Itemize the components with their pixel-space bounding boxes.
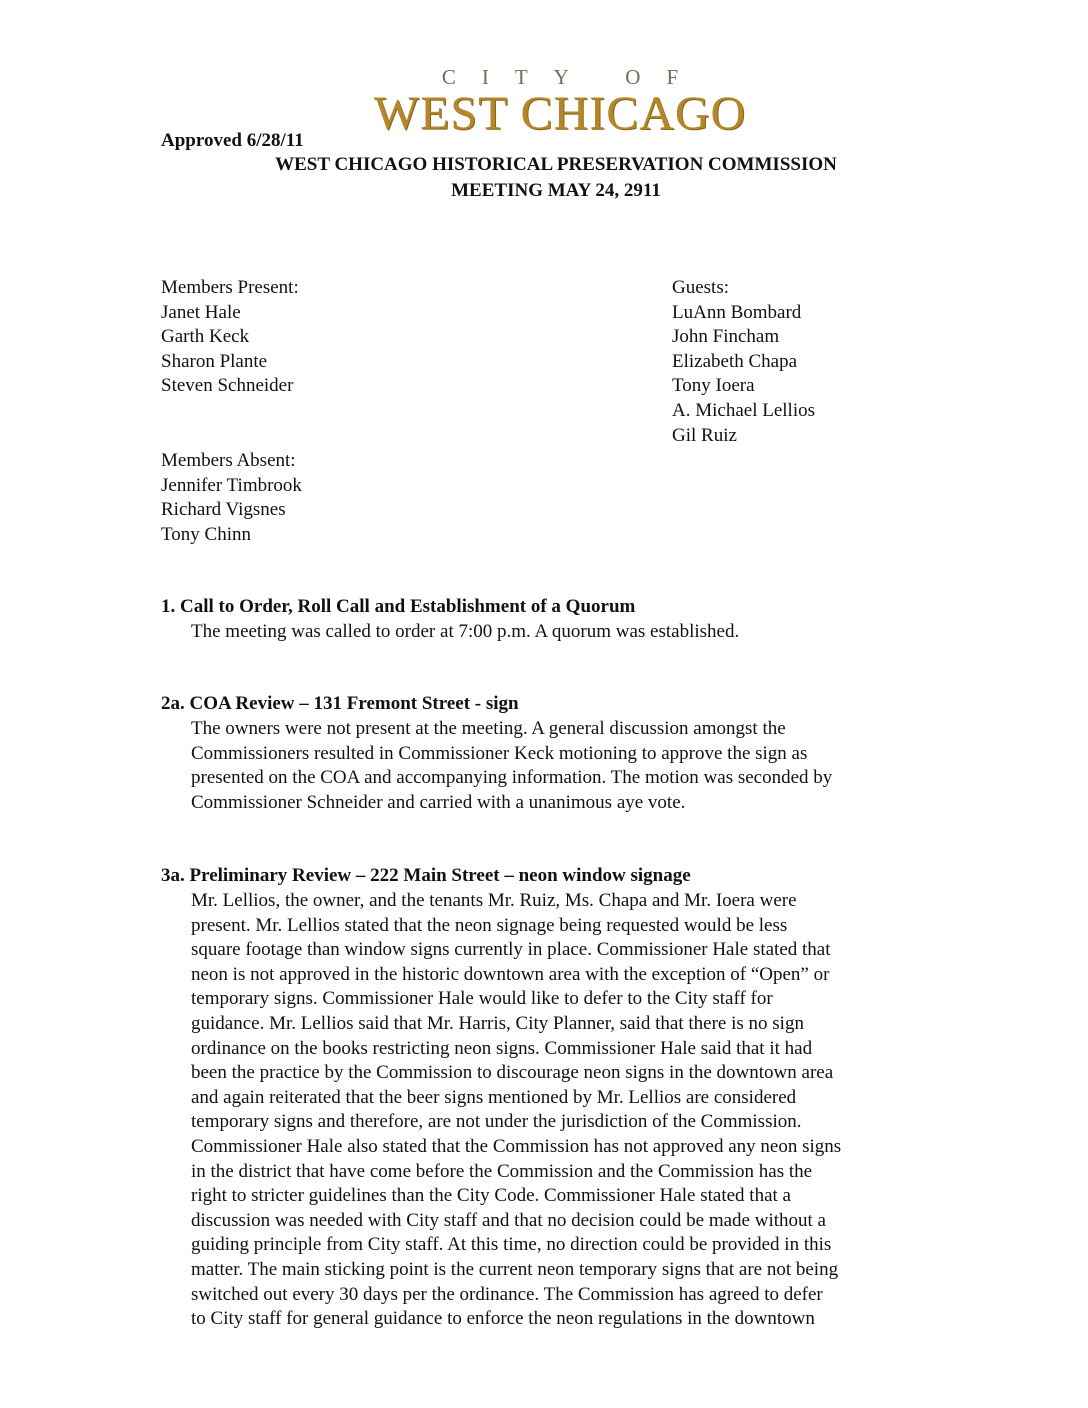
- body-line: The owners were not present at the meeting. A general discussion amongst the: [191, 718, 786, 739]
- member-name: Garth Keck: [161, 326, 250, 348]
- body-line: Mr. Lellios, the owner, and the tenants Mr. Ruiz, Ms. Chapa and Mr. Ioera were: [191, 890, 797, 911]
- members-present-list: [161, 276, 299, 399]
- section-2a-body: [191, 717, 936, 815]
- guest-name: John Fincham: [672, 326, 780, 348]
- body-line: guiding principle from City staff. At this time, no direction could be provided in this: [191, 1234, 832, 1256]
- guest-name: Gil Ruiz: [672, 424, 737, 446]
- member-name: Steven Schneider: [161, 375, 294, 397]
- body-line: Commissioner Schneider and carried with a unanimous aye vote.: [191, 791, 686, 813]
- body-line: right to stricter guidelines than the City Code. Commissioner Hale stated that a: [191, 1185, 791, 1207]
- meeting-date: MEETING MAY 24, 2911: [451, 180, 661, 201]
- section-2a-title: 2a. COA Review – 131 Fremont Street - sign: [161, 693, 519, 714]
- body-line: and again reiterated that the beer signs mentioned by Mr. Lellios are considered: [191, 1086, 797, 1108]
- guest-name: Tony Ioera: [672, 375, 755, 397]
- approved-date: Approved 6/28/11: [161, 130, 304, 151]
- body-line: been the practice by the Commission to discourage neon signs in the downtown area: [191, 1062, 834, 1084]
- absent-member-name: Jennifer Timbrook: [161, 474, 302, 496]
- body-line: presented on the COA and accompanying information. The motion was seconded by: [191, 767, 833, 789]
- body-line: switched out every 30 days per the ordinance. The Commission has agreed to defer: [191, 1283, 823, 1305]
- body-line: discussion was needed with City staff and that no decision could be made without a: [191, 1209, 826, 1231]
- body-line: matter. The main sticking point is the current neon temporary signs that are not being: [191, 1258, 839, 1280]
- members-absent-label: Members Absent:: [161, 450, 296, 471]
- member-name: Sharon Plante: [161, 350, 268, 372]
- body-line: in the district that have come before the Commission and the Commission has the: [191, 1160, 813, 1182]
- body-line: guidance. Mr. Lellios said that Mr. Harris, City Planner, said that there is no sign: [191, 1012, 804, 1034]
- body-line: Commissioner Hale also stated that the Commission has not approved any neon signs: [191, 1135, 842, 1157]
- body-line: ordinance on the books restricting neon signs. Commissioner Hale said that it had: [191, 1037, 813, 1059]
- body-line: Commissioners resulted in Commissioner Keck motioning to approve the sign as: [191, 742, 808, 764]
- section-3a-body: [191, 889, 936, 1332]
- guests-list: [672, 276, 815, 448]
- guest-name: A. Michael Lellios: [672, 399, 815, 421]
- section-1-body: [191, 620, 936, 645]
- absent-member-name: Richard Vigsnes: [161, 499, 286, 521]
- members-absent-list: [161, 449, 302, 547]
- body-line: temporary signs. Commissioner Hale would like to defer to the City staff for: [191, 988, 773, 1010]
- guests-label: Guests:: [672, 277, 729, 298]
- logo-city-of: CITY OF: [441, 65, 705, 89]
- member-name: Janet Hale: [161, 301, 241, 323]
- guest-name: Elizabeth Chapa: [672, 350, 798, 372]
- body-line: present. Mr. Lellios stated that the neon signage being requested would be less: [191, 914, 788, 936]
- logo-west-chicago: WEST CHICAGO: [373, 87, 747, 140]
- city-logo: [360, 66, 760, 140]
- absent-member-name: Tony Chinn: [161, 523, 251, 545]
- section-1-title: 1. Call to Order, Roll Call and Establishment of a Quorum: [161, 596, 636, 617]
- body-line: temporary signs and therefore, are not under the jurisdiction of the Commission.: [191, 1111, 802, 1133]
- section-3a-title: 3a. Preliminary Review – 222 Main Street – neon window signage: [161, 865, 691, 886]
- body-line: to City staff for general guidance to enforce the neon regulations in the downtown: [191, 1308, 815, 1330]
- document-title: WEST CHICAGO HISTORICAL PRESERVATION COMMISSION: [275, 154, 837, 175]
- guest-name: LuAnn Bombard: [672, 301, 802, 323]
- body-line: neon is not approved in the historic downtown area with the exception of “Open” or: [191, 963, 830, 985]
- body-line: square footage than window signs currently in place. Commissioner Hale stated that: [191, 939, 831, 961]
- members-present-label: Members Present:: [161, 277, 299, 298]
- body-line: The meeting was called to order at 7:00 p.m. A quorum was established.: [191, 621, 740, 642]
